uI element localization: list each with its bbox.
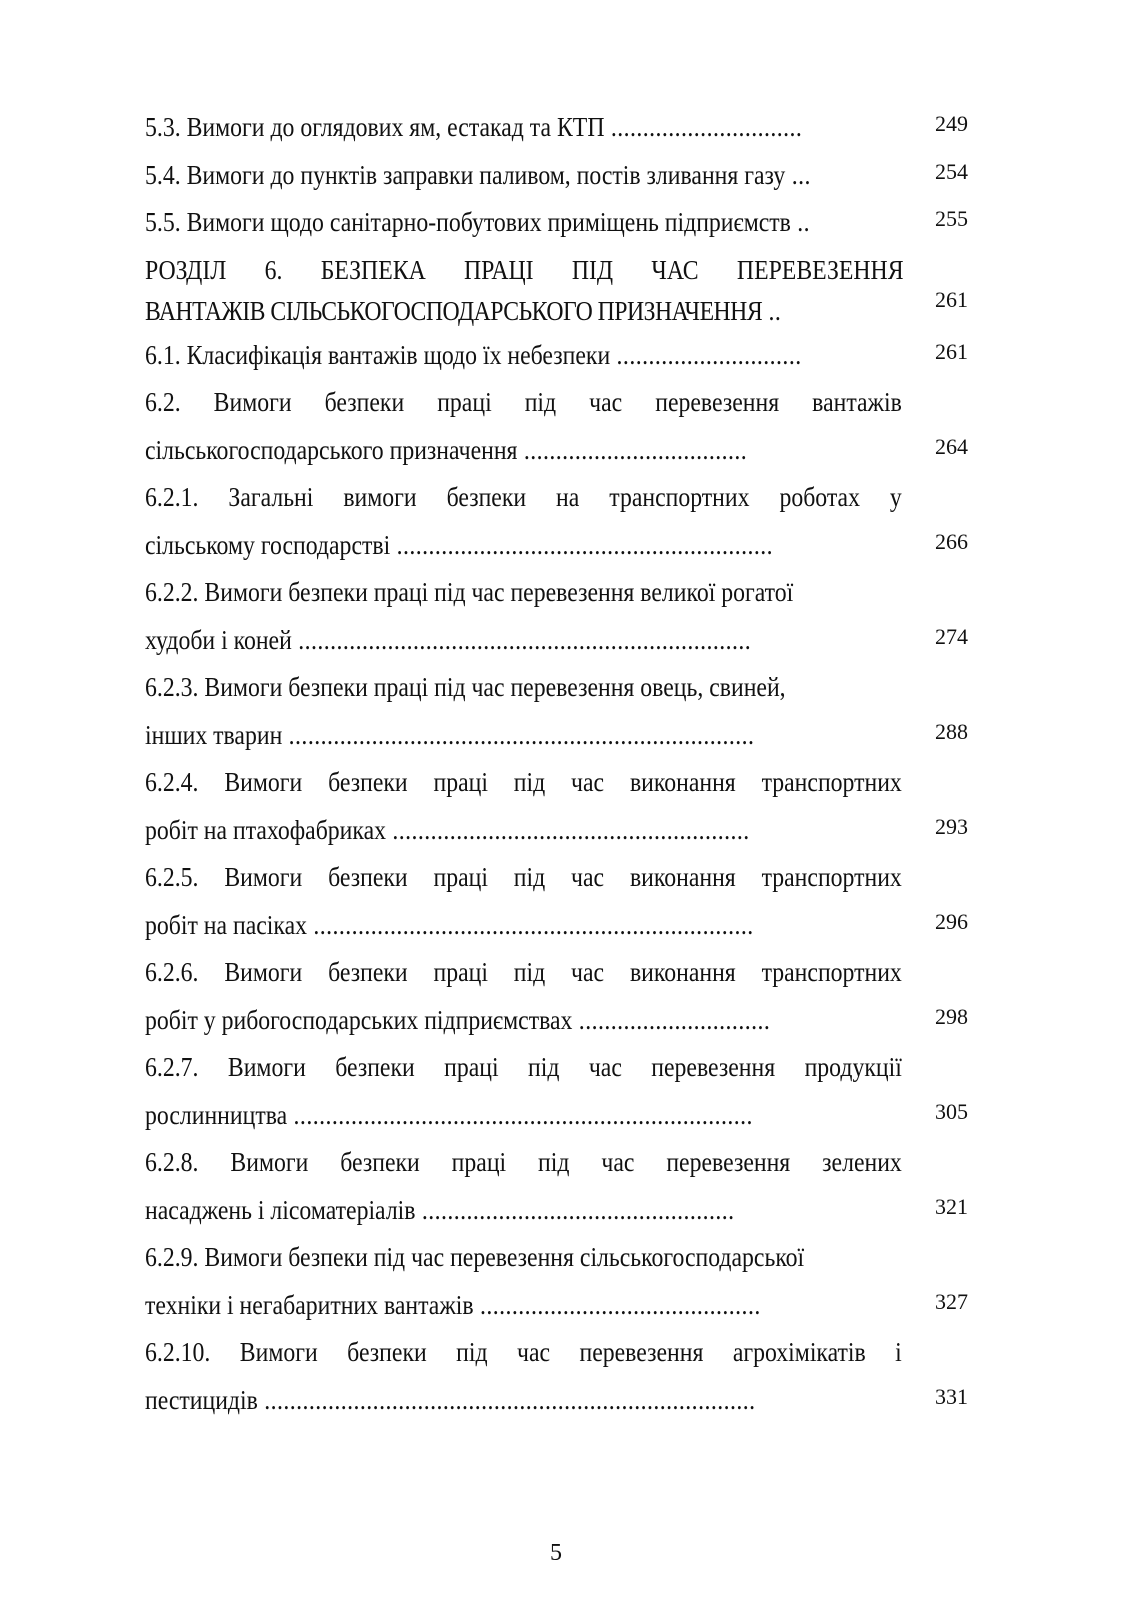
toc-entry-6-2-3[interactable]: [145, 664, 975, 759]
leader-dots: ..: [790, 207, 811, 237]
toc-entry-title-line-2: сільськогосподарського призначення: [145, 434, 518, 465]
leader-dots: .............................................................................: [257, 1384, 756, 1415]
toc-entry-6-1[interactable]: [145, 332, 975, 380]
toc-page-number: 327: [935, 1288, 968, 1314]
toc-entry-title-line-1: 6.2.4. Вимоги безпеки праці під час виконання транспортних: [145, 767, 902, 797]
leader-dots: ........................................................................: [287, 1099, 753, 1130]
leader-dots: .............................: [610, 339, 802, 370]
toc-entry-title-line-1: 6.2.9. Вимоги безпеки під час перевезення сільськогосподарської: [145, 1242, 805, 1272]
toc-entry-title-line-2: робіт у рибогосподарських підприємствах: [145, 1004, 573, 1035]
toc-entry-title-line-1: РОЗДІЛ 6. БЕЗПЕКА ПРАЦІ ПІД ЧАС ПЕРЕВЕЗЕННЯ: [145, 254, 904, 285]
toc-entry-title-line-2: рослинництва: [145, 1099, 288, 1130]
leader-dots: .....................................................................: [307, 909, 754, 940]
toc-entry-6-2-7[interactable]: [145, 1044, 975, 1139]
toc-entry-title: 5.4. Вимоги до пунктів заправки паливом, постів зливання газу: [145, 159, 786, 190]
page-number: 5: [550, 1540, 562, 1566]
toc-entry-6-2-9[interactable]: [145, 1234, 975, 1329]
toc-entry-6-2-5[interactable]: [145, 854, 975, 949]
toc-page-number: 321: [935, 1193, 968, 1219]
page-number-footer: [0, 1540, 1142, 1567]
toc-entry-title: 5.5. Вимоги щодо санітарно-побутових приміщень підприємств: [145, 207, 791, 237]
leader-dots: ..: [762, 295, 782, 326]
toc-entry-6-2-10[interactable]: [145, 1329, 975, 1424]
toc-page-number: 296: [935, 908, 968, 934]
toc-entry-title-line-1: 6.2.1. Загальні вимоги безпеки на транспортних роботах у: [145, 482, 902, 512]
toc-page-number: 298: [935, 1003, 968, 1029]
toc-entry-title-line-2: техніки і негабаритних вантажів: [145, 1289, 474, 1320]
toc-entry-title-line-2: ВАНТАЖІВ СІЛЬСЬКОГОСПОДАРСЬКОГО ПРИЗНАЧЕННЯ: [145, 295, 763, 326]
leader-dots: ...................................: [517, 434, 748, 465]
toc-entry-5-4[interactable]: [145, 152, 975, 200]
toc-entry-6-2-8[interactable]: [145, 1139, 975, 1234]
leader-dots: .......................................................................: [291, 624, 752, 655]
toc-entry-title: 5.3. Вимоги до оглядових ям, естакад та КТП: [145, 112, 605, 142]
toc-page-number: 331: [935, 1383, 968, 1409]
toc-page-number: 293: [935, 813, 968, 839]
leader-dots: ...: [785, 159, 811, 190]
toc-page-number: 254: [935, 158, 968, 184]
toc-entry-title-line-1: 6.2.2. Вимоги безпеки праці під час перевезення великої рогатої: [145, 577, 794, 607]
toc-entry-title-line-1: 6.2.5. Вимоги безпеки праці під час виконання транспортних: [145, 862, 902, 892]
leader-dots: ........................................................: [386, 814, 750, 845]
leader-dots: ............................................: [473, 1289, 761, 1320]
toc-entry-title-line-1: 6.2.6. Вимоги безпеки праці під час виконання транспортних: [145, 957, 902, 987]
toc-entry-title-line-1: 6.2.3. Вимоги безпеки праці під час перевезення овець, свиней,: [145, 672, 786, 702]
toc-page-number: 255: [935, 206, 968, 231]
toc-entry-title-line-2: сільському господарстві: [145, 529, 391, 560]
toc-entry-title-line-1: 6.2.10. Вимоги безпеки під час перевезення агрохімікатів і: [145, 1337, 902, 1367]
toc-entry-title-line-2: пестицидів: [145, 1384, 258, 1415]
toc-entry-6-2-1[interactable]: [145, 474, 975, 569]
toc-entry-title-line-2: насаджень і лісоматеріалів: [145, 1194, 416, 1225]
toc-entry-6-2-2[interactable]: [145, 569, 975, 664]
table-of-contents: [145, 104, 975, 1424]
toc-entry-title-line-1: 6.2.7. Вимоги безпеки праці під час перевезення продукції: [145, 1052, 902, 1082]
leader-dots: .................................................: [415, 1194, 735, 1225]
toc-page-number: 249: [935, 111, 968, 136]
leader-dots: ..............................: [604, 112, 803, 142]
leader-dots: ...........................................................: [390, 529, 773, 560]
toc-page-number: 288: [935, 718, 968, 744]
toc-page-number: 266: [935, 528, 968, 554]
toc-entry-section-6[interactable]: [145, 251, 975, 332]
toc-entry-title-line-1: 6.2. Вимоги безпеки праці під час перевезення вантажів: [145, 387, 902, 417]
toc-entry-6-2-4[interactable]: [145, 759, 975, 854]
toc-entry-title-line-2: робіт на птахофабриках: [145, 814, 387, 845]
leader-dots: .........................................................................: [282, 719, 755, 750]
toc-entry-6-2[interactable]: [145, 379, 975, 474]
toc-entry-5-5[interactable]: [145, 199, 975, 247]
toc-entry-title-line-2: інших тварин: [145, 719, 283, 750]
toc-page-number: 274: [935, 623, 968, 649]
toc-entry-title-line-2: худоби і коней: [145, 624, 292, 655]
leader-dots: ..............................: [572, 1004, 771, 1035]
toc-entry-5-3[interactable]: [145, 104, 975, 152]
toc-entry-title-line-1: 6.2.8. Вимоги безпеки праці під час перевезення зелених: [145, 1147, 902, 1177]
toc-entry-title-line-2: робіт на пасіках: [145, 909, 308, 940]
toc-page-number: 261: [935, 286, 968, 312]
toc-entry-title: 6.1. Класифікація вантажів щодо їх небезпеки: [145, 339, 611, 370]
toc-page-number: 305: [935, 1098, 968, 1124]
toc-page-number: 264: [935, 433, 968, 459]
toc-entry-6-2-6[interactable]: [145, 949, 975, 1044]
toc-page-number: 261: [935, 338, 968, 364]
